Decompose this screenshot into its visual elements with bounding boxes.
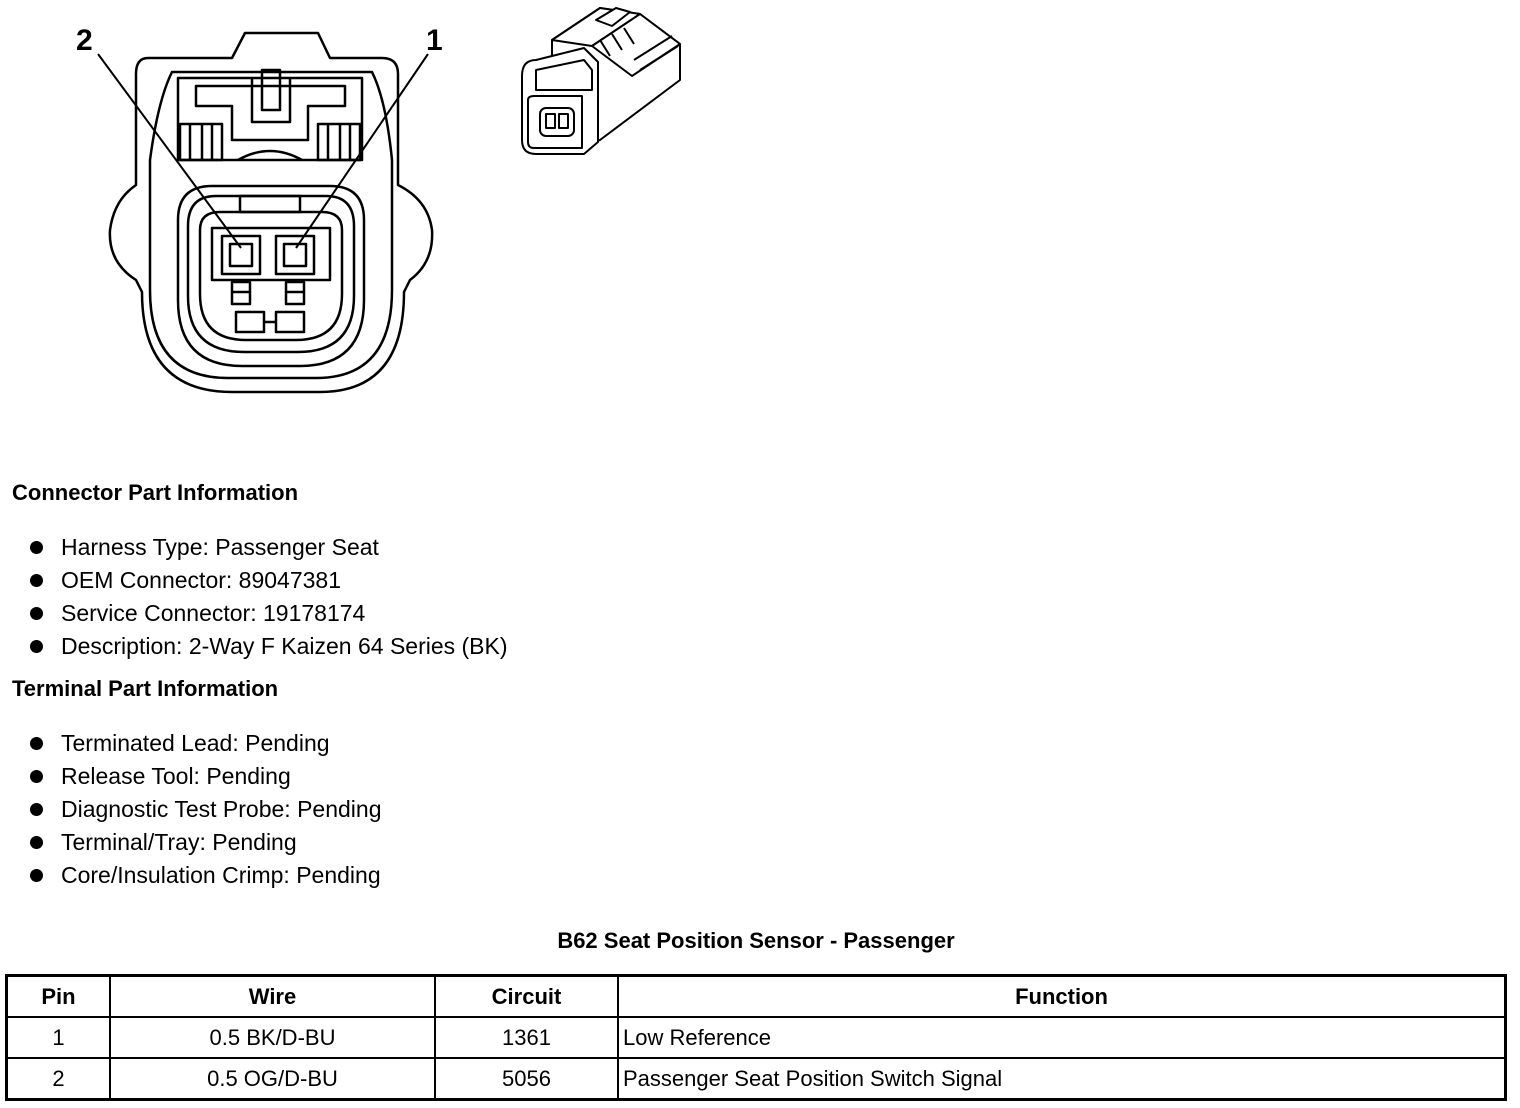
cell-wire: 0.5 OG/D-BU [110, 1058, 435, 1100]
list-item [30, 727, 382, 760]
list-item-text: Service Connector: 19178174 [61, 600, 366, 626]
header-pin: Pin [7, 976, 111, 1018]
bullet-icon [30, 836, 43, 849]
connector-info-title: Connector Part Information [12, 480, 299, 505]
terminal-info-title: Terminal Part Information [12, 676, 279, 701]
list-item-text: Diagnostic Test Probe: Pending [61, 796, 382, 822]
header-wire: Wire [110, 976, 435, 1018]
terminal-info-list [30, 727, 382, 892]
cell-pin: 2 [7, 1058, 111, 1100]
cell-circuit: 5056 [435, 1058, 618, 1100]
cell-wire: 0.5 BK/D-BU [110, 1017, 435, 1058]
connector-face-diagram [76, 20, 450, 400]
list-item [30, 531, 508, 564]
table-row [7, 1058, 1506, 1100]
bullet-icon [30, 869, 43, 882]
pin-table-title: B62 Seat Position Sensor - Passenger [557, 928, 955, 953]
list-item-text: Terminal/Tray: Pending [61, 829, 297, 855]
list-item-text: Core/Insulation Crimp: Pending [61, 862, 381, 888]
list-item-text: OEM Connector: 89047381 [61, 567, 342, 593]
cell-circuit: 1361 [435, 1017, 618, 1058]
list-item-text: Terminated Lead: Pending [61, 730, 330, 756]
bullet-icon [30, 737, 43, 750]
bullet-icon [30, 640, 43, 653]
bullet-icon [30, 574, 43, 587]
pin-1-callout: 1 [426, 24, 443, 57]
bullet-icon [30, 803, 43, 816]
header-function: Function [618, 976, 1506, 1018]
cell-function: Low Reference [618, 1017, 1506, 1058]
pin-2-callout: 2 [76, 24, 93, 57]
pin-table [5, 974, 1507, 1101]
connector-info-list [30, 531, 508, 663]
list-item-text: Harness Type: Passenger Seat [61, 534, 379, 560]
list-item [30, 859, 382, 892]
list-item [30, 630, 508, 663]
bullet-icon [30, 541, 43, 554]
list-item [30, 597, 508, 630]
header-circuit: Circuit [435, 976, 618, 1018]
list-item-text: Description: 2-Way F Kaizen 64 Series (BK) [61, 633, 508, 659]
bullet-icon [30, 607, 43, 620]
pin-2-leader-line [98, 54, 241, 248]
list-item [30, 760, 382, 793]
table-row [7, 1017, 1506, 1058]
list-item [30, 564, 508, 597]
table-header-row [7, 976, 1506, 1018]
list-item [30, 826, 382, 859]
list-item [30, 793, 382, 826]
bullet-icon [30, 770, 43, 783]
cell-pin: 1 [7, 1017, 111, 1058]
list-item-text: Release Tool: Pending [61, 763, 291, 789]
cell-function: Passenger Seat Position Switch Signal [618, 1058, 1506, 1100]
connector-isometric-illustration [515, 4, 685, 162]
